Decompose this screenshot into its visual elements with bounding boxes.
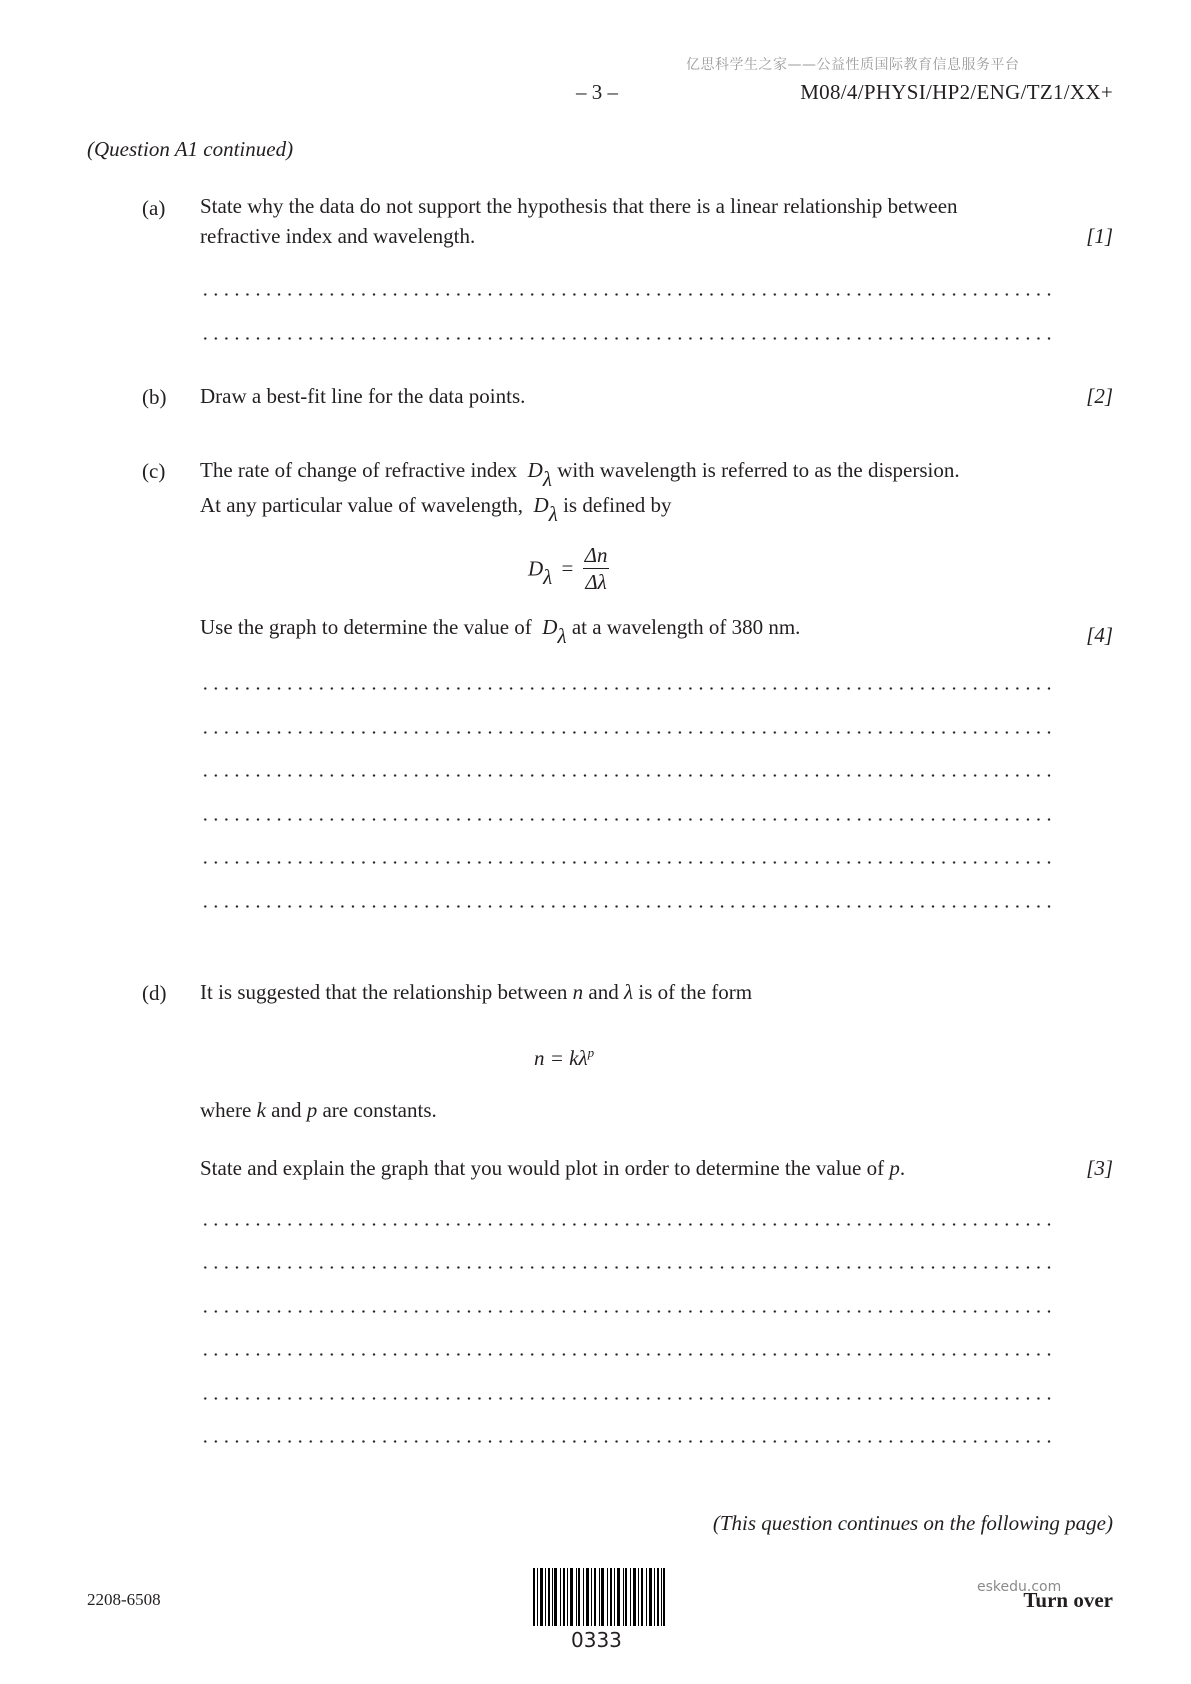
answer-line[interactable] xyxy=(200,1353,1052,1356)
part-b-label: (b) xyxy=(142,385,167,409)
barcode-number: 0333 xyxy=(571,1628,622,1652)
footer-code: 2208-6508 xyxy=(87,1590,161,1609)
part-d-line-1: It is suggested that the relationship between n and λ is of the form xyxy=(200,980,753,1004)
part-b-marks: [2] xyxy=(1086,384,1113,408)
paper-code: M08/4/PHYSI/HP2/ENG/TZ1/XX+ xyxy=(800,80,1113,104)
site-watermark: eskedu.com xyxy=(977,1579,1062,1595)
part-c-marks: [4] xyxy=(1086,623,1113,647)
answer-line[interactable] xyxy=(200,1397,1052,1400)
part-c-label: (c) xyxy=(142,459,166,483)
dispersion-symbol: Dλ xyxy=(527,458,552,491)
answer-line[interactable] xyxy=(200,1223,1052,1226)
answer-line[interactable] xyxy=(200,861,1052,864)
watermark-text: 亿思科学生之家——公益性质国际教育信息服务平台 xyxy=(686,57,1020,73)
part-a-line-2: refractive index and wavelength. xyxy=(200,224,476,248)
answer-line[interactable] xyxy=(200,1266,1052,1269)
dispersion-symbol: Dλ xyxy=(542,615,567,648)
part-d-marks: [3] xyxy=(1086,1156,1113,1180)
dispersion-formula: Dλ = $\frac{\Delta n}{\Delta\lambda}$ xyxy=(528,543,608,594)
answer-line[interactable] xyxy=(200,1310,1052,1313)
formula-denominator: Δλ xyxy=(585,570,607,594)
part-d-where-line: where k and p are constants. xyxy=(200,1098,437,1122)
part-d-label: (d) xyxy=(142,981,167,1005)
answer-line[interactable] xyxy=(200,687,1052,690)
part-a-label: (a) xyxy=(142,196,166,220)
answer-line[interactable] xyxy=(200,731,1052,734)
power-law-formula: $n = k\lambda^p$ xyxy=(534,1045,595,1070)
answer-line[interactable] xyxy=(200,1440,1052,1443)
dispersion-symbol: Dλ xyxy=(533,493,558,526)
answer-line[interactable] xyxy=(200,818,1052,821)
part-b-text: Draw a best-fit line for the data points. xyxy=(200,384,526,408)
continues-note: (This question continues on the following page) xyxy=(712,1511,1113,1535)
barcode xyxy=(533,1568,665,1626)
part-c-line-3: Use the graph to determine the value of Dλ at a wavelength of 380 nm. xyxy=(200,615,801,648)
turn-over-label: Turn over xyxy=(1023,1588,1113,1612)
part-a-marks: [1] xyxy=(1086,224,1113,248)
answer-line[interactable] xyxy=(200,337,1052,340)
part-d-line-3: State and explain the graph that you would plot in order to determine the value of p. xyxy=(200,1156,906,1180)
answer-line[interactable] xyxy=(200,293,1052,296)
answer-line[interactable] xyxy=(200,774,1052,777)
part-c-line-2: At any particular value of wavelength, Dλ is defined by xyxy=(200,493,672,526)
answer-line[interactable] xyxy=(200,905,1052,908)
question-continued-label: (Question A1 continued) xyxy=(87,137,294,161)
formula-numerator: Δn xyxy=(584,543,608,567)
part-a-line-1: State why the data do not support the hypothesis that there is a linear relationship between xyxy=(200,194,958,218)
part-c-line-1: The rate of change of refractive index Dλ with wavelength is referred to as the dispersion. xyxy=(200,458,960,491)
page-number: – 3 – xyxy=(576,80,618,104)
